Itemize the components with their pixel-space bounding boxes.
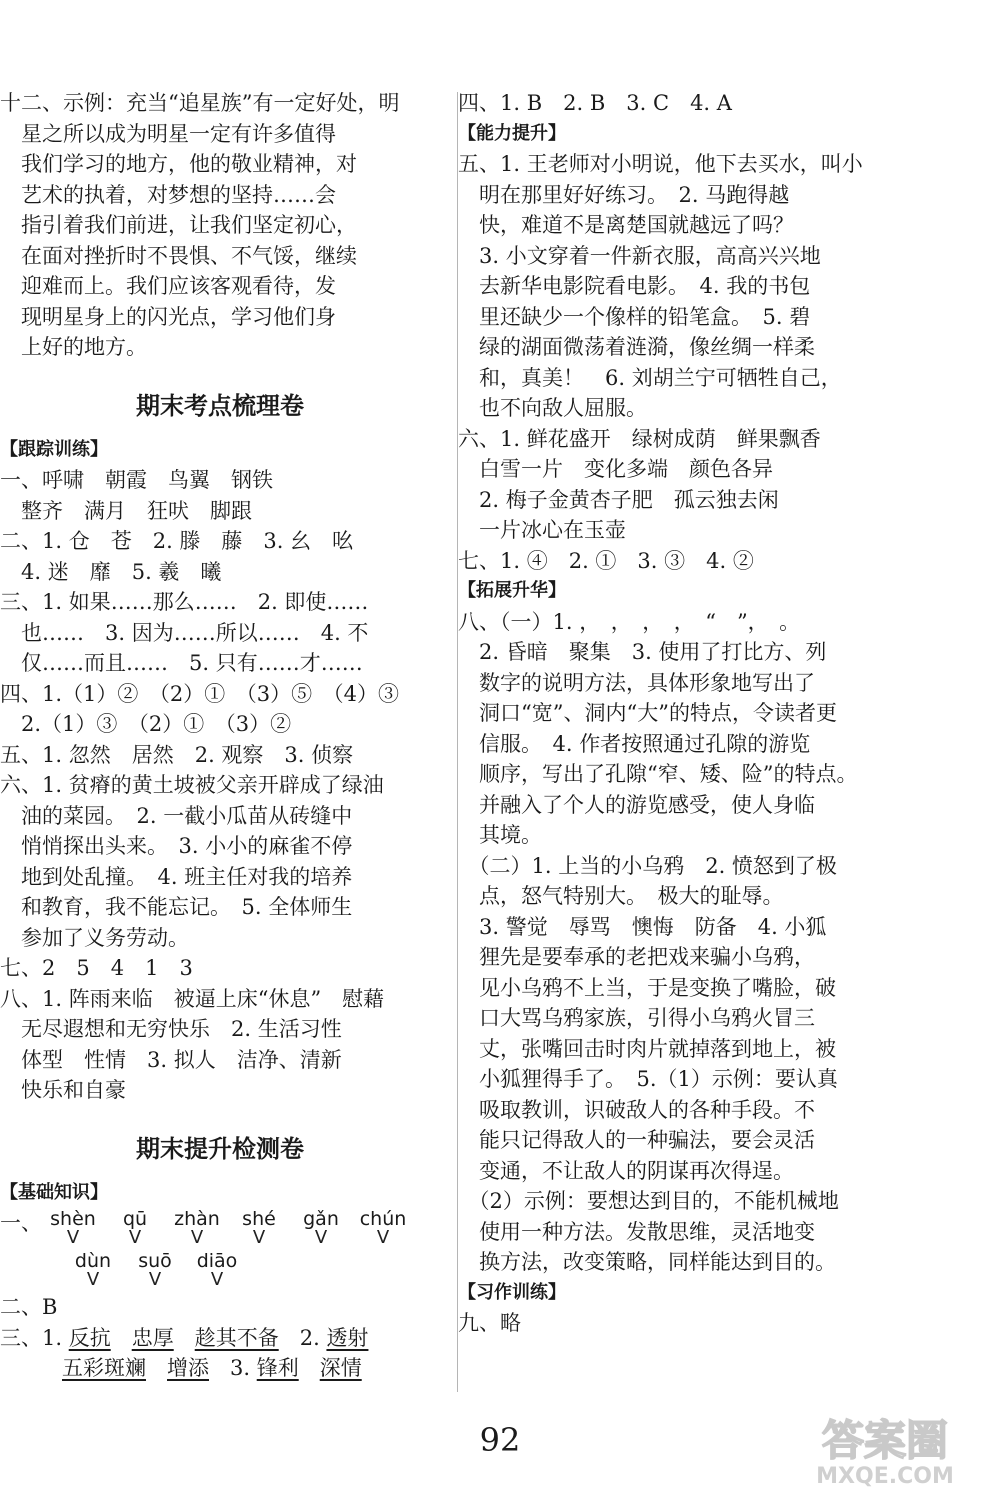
- answer-block-5-7: [458, 149, 958, 576]
- subsection-basic-knowledge: 【基础知识】: [0, 1181, 108, 1203]
- subsection-extension: 【拓展升华】: [458, 580, 566, 601]
- answer-line: 八、1. 阵雨来临 被逼上床“休息” 慰藉: [0, 986, 385, 1011]
- underlined-word: 锋利: [256, 1356, 299, 1380]
- page-number: 92: [479, 1421, 521, 1459]
- pinyin-text: zhàn: [174, 1208, 220, 1230]
- answer-line: 七、1. ④ 2. ① 3. ③ 4. ②: [458, 548, 754, 573]
- pinyin-item: [290, 1208, 352, 1246]
- answer-line: 使用一种方法。发散思维，灵活地变: [458, 1219, 815, 1244]
- answer-line: 2. 梅子金黄杏子肥 孤云独去闲: [458, 487, 779, 512]
- pinyin-text: chún: [359, 1208, 407, 1230]
- answer-line: 丈，张嘴回击时肉片就掉落到地上，被: [458, 1036, 836, 1061]
- answer-line: 白雪一片 变化多端 颜色各异: [458, 457, 773, 481]
- pinyin-text: qū: [122, 1208, 148, 1230]
- underlined-word: 趁其不备: [194, 1325, 279, 1350]
- underlined-word: 增添: [167, 1356, 209, 1380]
- pinyin-text: shèn: [50, 1208, 96, 1230]
- answer-line: 二、B: [0, 1295, 58, 1319]
- answer-line: 四、1. B 2. B 3. C 4. A: [458, 91, 732, 115]
- answer-line: 悄悄探出头来。 3. 小小的麻雀不停: [0, 834, 353, 858]
- answer-line: 二、1. 仓 苍 2. 滕 藤 3. 幺 吆: [0, 529, 354, 553]
- answer-line: 快，难道不是离楚国就越远了吗？: [458, 213, 794, 237]
- answer-line: 指引着我们前进，让我们坚定初心，: [0, 213, 357, 237]
- pinyin-row-1: [0, 1208, 440, 1250]
- answer-line: 吸取教训，识破敌人的各种手段。不: [458, 1097, 815, 1122]
- answer-line: 4. 迷 靡 5. 羲 曦: [0, 559, 222, 584]
- watermark-logo-icon: [780, 1409, 990, 1489]
- pinyin-item: [352, 1208, 414, 1246]
- answer-line: 其境。: [458, 823, 542, 847]
- left-column: [0, 88, 440, 1384]
- answer-line: 六、1. 贫瘠的黄土坡被父亲开辟成了绿油: [0, 773, 384, 797]
- answer-line: 艺术的执着，对梦想的坚持……会: [0, 182, 336, 207]
- answer-line: 和，真美！ 6. 刘胡兰宁可牺牲自己，: [458, 365, 842, 390]
- check-mark-icon: V: [314, 1227, 328, 1248]
- answer-line: 三、1. 如果……那么…… 2. 即使……: [0, 590, 369, 614]
- answer-line: 2. 昏暗 聚集 3. 使用了打比方、列: [458, 640, 827, 664]
- answer-line: （二）1. 上当的小乌鸦 2. 愤怒到了极: [458, 853, 837, 878]
- answer-line: 狸先是要奉承的老把戏来骗小乌鸦，: [458, 945, 815, 969]
- answer-line: 和教育，我不能忘记。 5. 全体师生: [0, 895, 353, 919]
- answer-line: 整齐 满月 狂吠 脚跟: [0, 498, 252, 523]
- pinyin-text: dùn: [74, 1250, 112, 1272]
- answer-block-2: [0, 1292, 440, 1323]
- answer-line: 现明星身上的闪光点，学习他们身: [0, 304, 336, 329]
- answer-line: 星之所以成为明星一定有许多值得: [0, 121, 336, 146]
- pinyin-item: [62, 1250, 124, 1288]
- answer-line: 信服。 4. 作者按照通过孔隙的游览: [458, 731, 811, 756]
- answer-line: 绿的湖面微荡着涟漪，像丝绸一样柔: [458, 335, 815, 359]
- answer-line: 九、略: [458, 1311, 521, 1335]
- check-mark-icon: V: [66, 1227, 80, 1248]
- answer-line: 洞口“宽”、洞内“大”的特点，令读者更: [458, 701, 837, 725]
- answer-line: 我们学习的地方，他的敬业精神，对: [0, 152, 357, 176]
- answer-line: 四、1.（1）② （2）① （3）⑤ （4）③: [0, 681, 399, 706]
- answer-line: 五、1. 王老师对小明说，他下去买水，叫小: [458, 152, 863, 176]
- answer-line: 八、（一）1. ， ， ， ， “ ”， 。: [458, 609, 801, 634]
- subsection-writing-practice: 【习作训练】: [458, 1281, 566, 1303]
- right-column: [458, 88, 958, 1339]
- answer-line: 换方法，改变策略，同样能达到目的。: [458, 1250, 836, 1274]
- watermark-bottom-text: MXQE.COM: [816, 1464, 954, 1489]
- answer-line: 也不向敌人屈服。: [458, 396, 647, 420]
- answer-line: 也…… 3. 因为……所以…… 4. 不: [0, 620, 369, 645]
- answer-line: 里还缺少一个像样的铅笔盒。 5. 碧: [458, 304, 811, 329]
- answer-line: 2.（1）③ （2）① （3）②: [0, 712, 292, 736]
- answer-block-12: [0, 88, 440, 363]
- check-mark-icon: V: [190, 1227, 204, 1248]
- answer-line: 顺序，写出了孔隙“窄、矮、险”的特点。: [458, 762, 858, 786]
- answer-line: 无尽遐想和无穷快乐 2. 生活习性: [0, 1017, 342, 1041]
- subsection-ability-improvement: 【能力提升】: [458, 122, 566, 144]
- answer-line: 油的菜园。 2. 一截小瓜苗从砖缝中: [0, 803, 353, 828]
- answer-line-3b: 五彩斑斓 增添 3. 锋利 深情: [62, 1356, 362, 1380]
- answer-line: 六、1. 鲜花盛开 绿树成荫 鲜果飘香: [458, 426, 821, 451]
- answer-line: 去新华电影院看电影。 4. 我的书包: [458, 274, 811, 298]
- answer-line: 口大骂乌鸦家族，引得小乌鸦火冒三: [458, 1006, 815, 1030]
- answer-line-3a: 三、1. 反抗 忠厚 趁其不备 2. 透射: [0, 1325, 369, 1350]
- check-mark-icon: V: [252, 1227, 266, 1248]
- check-mark-icon: V: [128, 1227, 142, 1248]
- answer-line: 数字的说明方法，具体形象地写出了: [458, 670, 815, 695]
- pinyin-text: shé: [242, 1208, 276, 1230]
- answer-line: 见小乌鸦不上当，于是变换了嘴脸，破: [458, 975, 836, 1000]
- pinyin-label: 一、: [0, 1211, 42, 1235]
- section-title-final-test: 期末提升检测卷: [136, 1134, 304, 1163]
- section-title-final-review: 期末考点梳理卷: [136, 391, 304, 420]
- answer-line: 十二、示例：充当“追星族”有一定好处，明: [0, 91, 400, 115]
- pinyin-item: [228, 1208, 290, 1246]
- answer-line: 小狐狸得手了。 5.（1）示例：要认真: [458, 1067, 838, 1091]
- underlined-word: 忠厚: [131, 1325, 174, 1350]
- answer-line: 快乐和自豪: [0, 1078, 126, 1102]
- pinyin-row-2: [0, 1250, 440, 1292]
- answer-line: 地到处乱撞。 4. 班主任对我的培养: [0, 864, 353, 889]
- answer-block-4: [458, 88, 958, 119]
- answer-block-9: [458, 1308, 958, 1339]
- underlined-word: 五彩斑斓: [62, 1356, 146, 1380]
- underlined-word: 反抗: [68, 1325, 111, 1350]
- answer-line: 体型 性情 3. 拟人 洁净、清新: [0, 1047, 342, 1072]
- answer-line: 一、呼啸 朝霞 鸟翼 钢铁: [0, 468, 273, 492]
- pinyin-item: [166, 1208, 228, 1246]
- check-mark-icon: V: [210, 1269, 224, 1290]
- subsection-tracking-practice: 【跟踪训练】: [0, 438, 108, 460]
- answer-line: （2）示例：要想达到目的，不能机械地: [458, 1189, 839, 1213]
- answer-line: 七、2 5 4 1 3: [0, 956, 193, 980]
- pinyin-text: diāo: [196, 1250, 238, 1272]
- answer-line: 3. 警觉 辱骂 懊悔 防备 4. 小狐: [458, 914, 827, 939]
- check-mark-icon: V: [376, 1227, 390, 1248]
- pinyin-item: [104, 1208, 166, 1246]
- answer-line: 能只记得敌人的一种骗法，要会灵活: [458, 1128, 815, 1152]
- answer-line: 变通，不让敌人的阴谋再次得逞。: [458, 1158, 794, 1183]
- answer-line: 五、1. 忽然 居然 2. 观察 3. 侦察: [0, 742, 354, 767]
- pinyin-text: gǎn: [303, 1208, 339, 1230]
- answer-block-8: [458, 607, 958, 1278]
- check-mark-icon: V: [86, 1269, 100, 1290]
- underlined-word: 深情: [319, 1356, 362, 1380]
- pinyin-text: suō: [138, 1250, 172, 1272]
- answer-line: 点，怒气特别大。 极大的耻辱。: [458, 884, 784, 908]
- answer-line: 在面对挫折时不畏惧、不气馁，继续: [0, 243, 357, 268]
- answer-line: 参加了义务劳动。: [0, 925, 189, 950]
- answer-line: 3. 小文穿着一件新衣服，高高兴兴地: [458, 243, 821, 268]
- answer-line: 明在那里好好练习。 2. 马跑得越: [458, 182, 790, 207]
- pinyin-item: [186, 1250, 248, 1288]
- watermark-logo: [780, 1409, 990, 1489]
- pinyin-item: [124, 1250, 186, 1288]
- answer-line: 迎难而上。我们应该客观看待，发: [0, 274, 336, 298]
- answer-block-review: [0, 465, 440, 1106]
- answer-line: 上好的地方。: [0, 335, 147, 359]
- watermark-top-text: 答案圈: [821, 1416, 949, 1465]
- answer-line: 并融入了个人的游览感受，使人身临: [458, 792, 815, 817]
- answer-line: 仅……而且…… 5. 只有……才……: [0, 651, 363, 675]
- answer-line: 一片冰心在玉壶: [458, 518, 626, 542]
- underlined-word: 透射: [326, 1325, 369, 1350]
- check-mark-icon: V: [148, 1269, 162, 1290]
- pinyin-item: [42, 1208, 104, 1246]
